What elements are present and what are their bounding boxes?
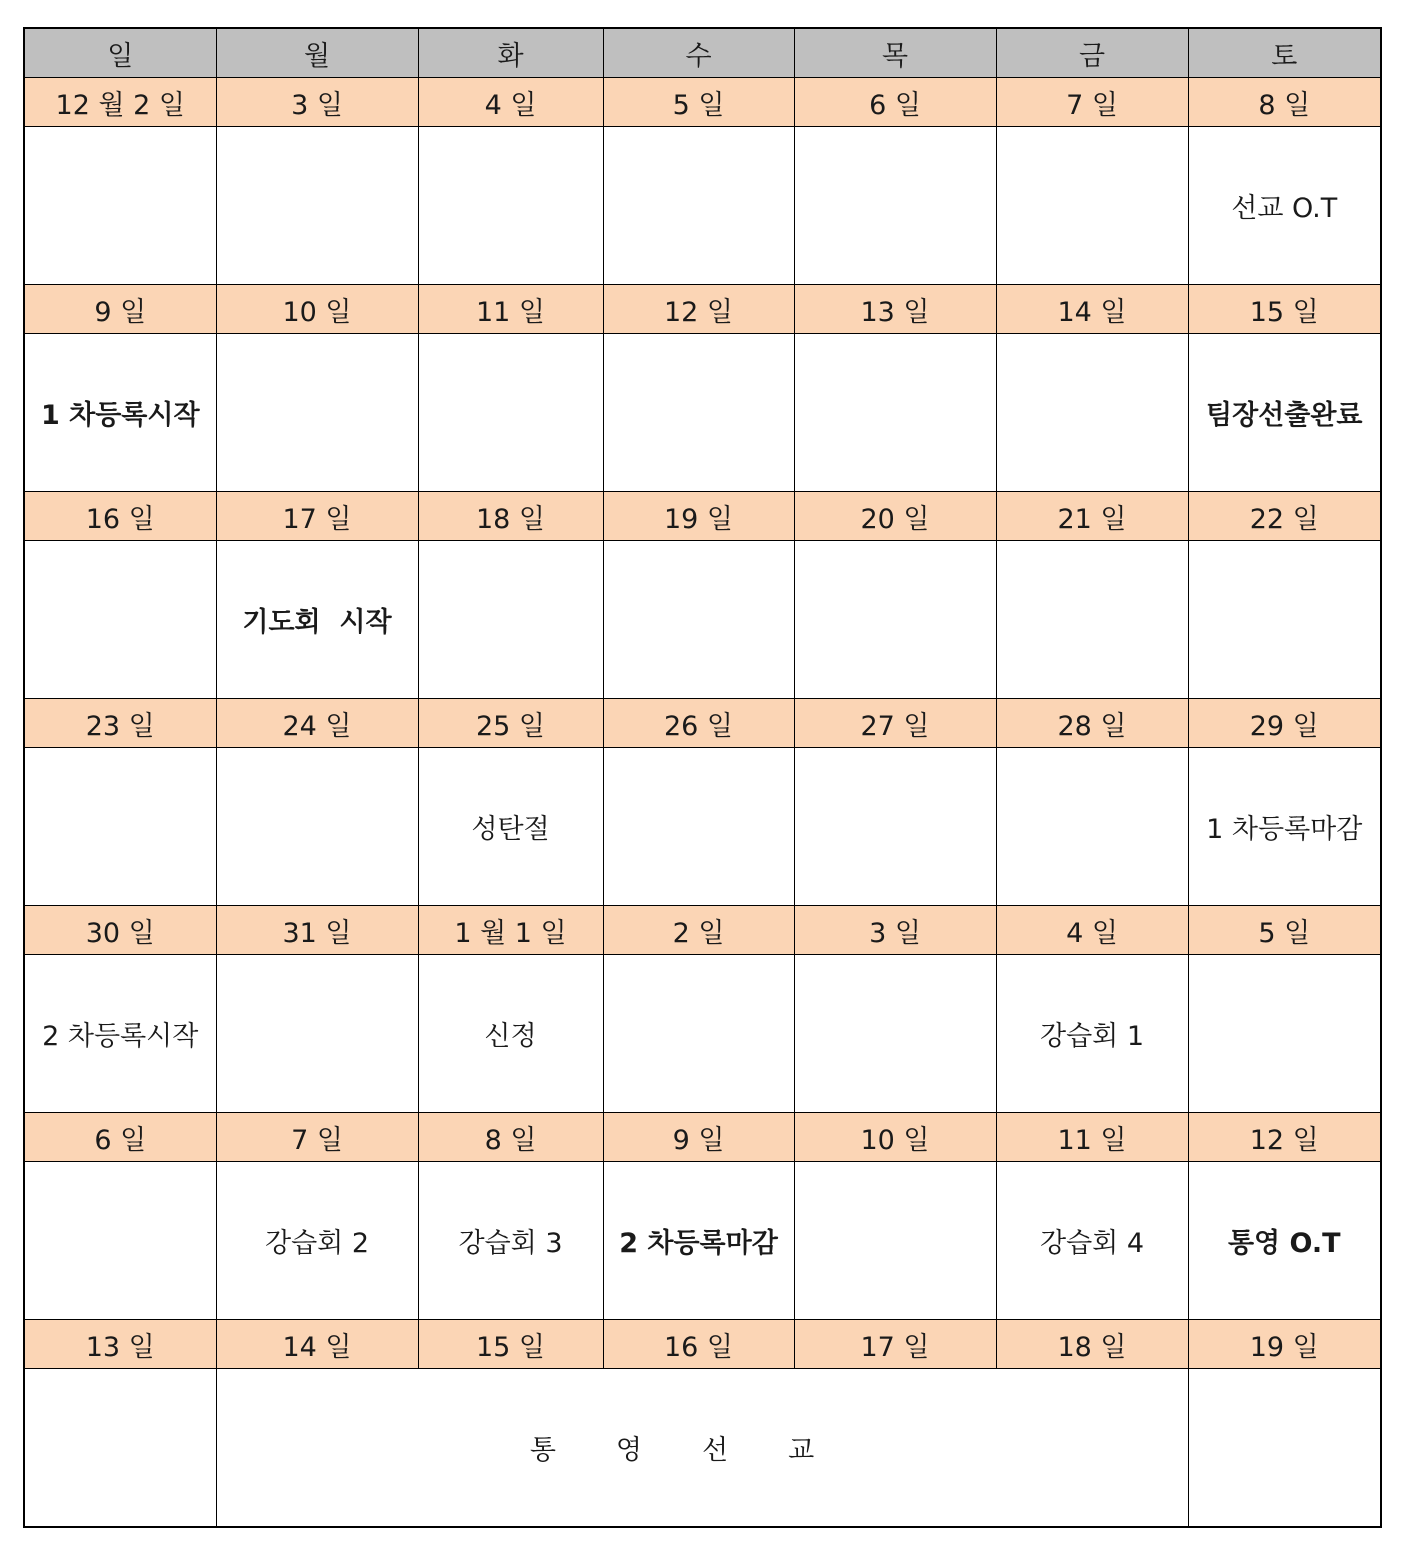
date-cell: 8 일 <box>418 1113 603 1162</box>
event-cell <box>1188 1369 1381 1528</box>
date-row <box>24 1113 1381 1162</box>
event-cell: 강습회 3 <box>418 1162 603 1320</box>
date-cell: 17 일 <box>216 492 418 541</box>
event-cell <box>24 1369 216 1528</box>
date-cell: 2 일 <box>603 906 794 955</box>
date-cell: 6 일 <box>794 78 996 127</box>
date-cell: 10 일 <box>216 285 418 334</box>
date-cell: 23 일 <box>24 699 216 748</box>
date-cell: 18 일 <box>996 1320 1188 1369</box>
event-cell <box>1188 541 1381 699</box>
event-cell: 성탄절 <box>418 748 603 906</box>
event-cell: 신정 <box>418 955 603 1113</box>
event-cell <box>418 127 603 285</box>
event-cell <box>996 127 1188 285</box>
date-cell: 18 일 <box>418 492 603 541</box>
date-cell: 4 일 <box>996 906 1188 955</box>
event-cell: 강습회 1 <box>996 955 1188 1113</box>
event-cell: 팀장선출완료 <box>1188 334 1381 492</box>
event-cell <box>216 748 418 906</box>
event-cell <box>794 127 996 285</box>
event-row <box>24 334 1381 492</box>
event-cell <box>418 541 603 699</box>
date-cell: 26 일 <box>603 699 794 748</box>
event-cell <box>996 748 1188 906</box>
date-cell: 14 일 <box>216 1320 418 1369</box>
date-cell: 24 일 <box>216 699 418 748</box>
event-cell: 강습회 4 <box>996 1162 1188 1320</box>
event-row <box>24 748 1381 906</box>
date-cell: 9 일 <box>24 285 216 334</box>
date-row <box>24 492 1381 541</box>
date-cell: 12 일 <box>603 285 794 334</box>
date-cell: 28 일 <box>996 699 1188 748</box>
event-cell-merged: 통영선교 <box>216 1369 1188 1528</box>
date-row <box>24 906 1381 955</box>
date-cell: 14 일 <box>996 285 1188 334</box>
weekday-thursday: 목 <box>794 28 996 78</box>
weekday-sunday: 일 <box>24 28 216 78</box>
date-cell: 16 일 <box>24 492 216 541</box>
date-cell: 1 월 1 일 <box>418 906 603 955</box>
event-cell <box>216 127 418 285</box>
event-cell: 1 차등록마감 <box>1188 748 1381 906</box>
date-cell: 25 일 <box>418 699 603 748</box>
date-cell: 30 일 <box>24 906 216 955</box>
event-cell <box>603 541 794 699</box>
weekday-header-row <box>24 28 1381 78</box>
date-cell: 10 일 <box>794 1113 996 1162</box>
date-row <box>24 285 1381 334</box>
date-row <box>24 78 1381 127</box>
date-cell: 16 일 <box>603 1320 794 1369</box>
event-cell <box>24 748 216 906</box>
event-cell <box>603 127 794 285</box>
date-cell: 3 일 <box>794 906 996 955</box>
event-cell: 선교 O.T <box>1188 127 1381 285</box>
weekday-saturday: 토 <box>1188 28 1381 78</box>
date-cell: 29 일 <box>1188 699 1381 748</box>
event-cell <box>603 955 794 1113</box>
event-cell: 기도회 시작 <box>216 541 418 699</box>
date-row <box>24 699 1381 748</box>
event-cell <box>794 748 996 906</box>
event-row <box>24 127 1381 285</box>
date-cell: 9 일 <box>603 1113 794 1162</box>
date-cell: 31 일 <box>216 906 418 955</box>
weekday-monday: 월 <box>216 28 418 78</box>
date-cell: 5 일 <box>1188 906 1381 955</box>
event-cell <box>996 541 1188 699</box>
date-cell: 6 일 <box>24 1113 216 1162</box>
weekday-tuesday: 화 <box>418 28 603 78</box>
date-cell: 19 일 <box>1188 1320 1381 1369</box>
date-cell: 4 일 <box>418 78 603 127</box>
event-cell <box>216 334 418 492</box>
event-cell: 통영 O.T <box>1188 1162 1381 1320</box>
weekday-wednesday: 수 <box>603 28 794 78</box>
event-row <box>24 955 1381 1113</box>
date-cell: 22 일 <box>1188 492 1381 541</box>
event-row <box>24 1162 1381 1320</box>
date-cell: 19 일 <box>603 492 794 541</box>
event-cell <box>603 748 794 906</box>
event-cell <box>24 1162 216 1320</box>
date-cell: 11 일 <box>418 285 603 334</box>
date-cell: 21 일 <box>996 492 1188 541</box>
date-cell: 20 일 <box>794 492 996 541</box>
date-row <box>24 1320 1381 1369</box>
event-cell: 1 차등록시작 <box>24 334 216 492</box>
date-cell: 15 일 <box>418 1320 603 1369</box>
date-cell: 11 일 <box>996 1113 1188 1162</box>
event-row <box>24 541 1381 699</box>
date-cell: 8 일 <box>1188 78 1381 127</box>
event-cell: 2 차등록마감 <box>603 1162 794 1320</box>
event-cell <box>996 334 1188 492</box>
event-cell <box>794 541 996 699</box>
date-cell: 27 일 <box>794 699 996 748</box>
date-cell: 7 일 <box>996 78 1188 127</box>
date-cell: 17 일 <box>794 1320 996 1369</box>
event-cell <box>794 955 996 1113</box>
event-cell <box>794 1162 996 1320</box>
date-cell: 13 일 <box>24 1320 216 1369</box>
event-cell <box>24 127 216 285</box>
event-cell: 2 차등록시작 <box>24 955 216 1113</box>
event-cell <box>603 334 794 492</box>
date-cell: 12 일 <box>1188 1113 1381 1162</box>
event-cell <box>24 541 216 699</box>
date-cell: 5 일 <box>603 78 794 127</box>
date-cell: 12 월 2 일 <box>24 78 216 127</box>
event-cell <box>216 955 418 1113</box>
calendar-table <box>23 27 1382 1528</box>
date-cell: 3 일 <box>216 78 418 127</box>
event-cell <box>1188 955 1381 1113</box>
event-cell: 강습회 2 <box>216 1162 418 1320</box>
date-cell: 13 일 <box>794 285 996 334</box>
event-cell <box>418 334 603 492</box>
event-row <box>24 1369 1381 1528</box>
date-cell: 15 일 <box>1188 285 1381 334</box>
event-cell <box>794 334 996 492</box>
weekday-friday: 금 <box>996 28 1188 78</box>
date-cell: 7 일 <box>216 1113 418 1162</box>
